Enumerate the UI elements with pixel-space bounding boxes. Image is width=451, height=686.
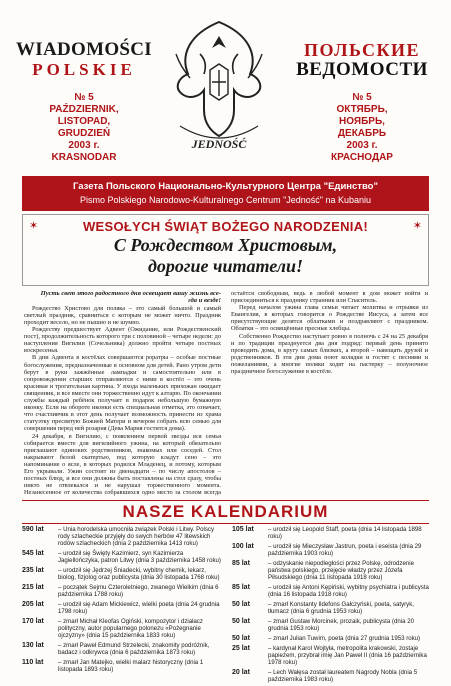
calendar-row: 235 lat – urodził się Jędrzej Śniadecki, wybitny chemik, lekarz, biolog, fizjolog oraz publicysta (dnia 30 listopada 1768 roku) — [22, 567, 220, 581]
calendar-row: 215 lat – początek Sejmu Czteroletniego, zwanego Wielkim (dnia 6 października 1788 roku) — [22, 584, 219, 598]
calendar-row: 100 lat – urodził się Mieczysław Jastrun, poeta i eseista (dnia 29 października 1903 roku) — [232, 543, 422, 557]
article-paragraph: В дни Адвента в костёлах совершаются роратры – особые постные богослужения, предназначенные в основном для детей. Рано утром дети берут в руки зажжённые лампадки и самостоятельно или в сопровождении старших отправляются с ними в костёл – это очень красивая и трогательная картина. У входа маленьких прихожан ожидает священник, и все вместе они торжественно идут к алтарю. По окончании службы каждый ребёнок получает в подарок небольшую бумажную иконку. Если на обороте иконки есть специальная отметка, это означает, что счастливчик в этот день получает возможность принести из храма статуэтку пресвятую Божией Матери и вечером собрать всю семью для совершения перед ней розария (Дева Мария гостится дома). — [24, 354, 221, 433]
greeting-polish: WESOŁYCH ŚWIĄT BOŻEGO NARODZENIA! — [82, 219, 369, 234]
article-paragraph: 24 декабря, в Вигилию, с появлением первой звезды вся семья собирается вместе для вигилийного ужина, на который обязательно приглашают одиноких родственников, знакомых или соседей. Стол накрывают белой скатертью, под которую кладут сено – это напоминание о ясле, в которых родился Младенец, и потому, которым Его укрывали. Ужин состоит из двенадцати – по числу апостолов – постных блюд, и все они должны быть поставлены на стол сразу, чтобы никто не отвлекался и не нарушал торжественного момента. Незанесенное от количества собравшихся одно место за столом всегда остаётся свободным, ведь в любой момент в дом может войти и присоединиться к празднику странник или Спаситель. — [24, 290, 428, 497]
christmas-greeting — [22, 214, 429, 286]
calendar-row: 545 lat – urodził się Święty Kazimierz, syn Kazimierza Jagiellończyka, patron Litwy (dnia 3 października 1458 roku) — [22, 550, 221, 564]
calendar-row: 105 lat – urodził się Leopold Staff, poeta (dnia 14 listopada 1898 roku) — [232, 526, 422, 540]
issue-info-polish: № 5 PAŹDZIERNIK, LISTOPAD, GRUDZIEŃ 2003 r. KRASNODAR — [14, 92, 154, 164]
calendar-row: 50 lat – zmarł Julian Tuwim, poeta (dnia 27 grudnia 1953 roku) — [232, 635, 421, 642]
publisher-banner — [22, 176, 429, 211]
calendar-row: 25 lat – kardynał Karol Wojtyła, metropolita krakowski, zostaje papieżem, przybrał imię Jan Paweł II (dnia 16 października 1978 roku) — [232, 645, 427, 666]
banner-line-polish: Pismo Polskiego Narodowo-Kulturalnego Centrum "Jedność" na Kubaniu — [79, 195, 372, 205]
article-paragraph: Рождество Христово для поляка – это самый большой и самый светлый праздник, сравниться с которым не может ничто. Праздник проходит весело, но не пышно и не шумно. — [24, 304, 221, 326]
masthead-right — [282, 40, 442, 164]
masthead-left — [14, 40, 154, 164]
masthead — [0, 0, 451, 172]
calendar-row: 170 lat – zmarł Michał Kleofas Ogiński, kompozytor i działacz polityczny, autor popularnego polonezu «Pożegnanie ojczyzny» (dnia 15 października 1833 roku) — [22, 618, 203, 639]
issue-info-russian: № 5 ОКТЯБРЬ, НОЯБРЬ, ДЕКАБРЬ 2003 г. КРАСНОДАР — [282, 92, 442, 164]
calendar-title: NASZE KALENDARIUM — [22, 500, 429, 524]
city-russian: КРАСНОДАР — [331, 152, 393, 163]
star-icon: ✶ — [29, 220, 39, 232]
calendar-row: 85 lat – odzyskanie niepodległości przez Polskę, odrodzenie państwa polskiego, przejęcie władzy przez Józefa Piłsudskiego (dnia 11 listopada 1918 roku) — [232, 560, 415, 581]
banner-line-russian: Газета Польского Национально-Культурного Центра "Единство" — [72, 181, 378, 192]
title-russian: ПОЛЬСКИЕ — [303, 40, 421, 60]
article-paragraph: Рождеству предшествует Адвент (Ожидание, или Рождественский пост), продолжительность которого три с половиной – четыре недели: до наступления Вигилии (Сочельника) должно пройти четыре постных воскресенья. — [24, 326, 221, 355]
title-polish: WIADOMOŚCI — [15, 39, 152, 60]
calendar-row: 50 lat – zmarł Konstanty Ildefons Gałczyński, poeta, satyryk, tłumacz (dnia 6 grudnia 1953 roku) — [232, 601, 414, 615]
calendar-row: 590 lat – Unia horodelska umocniła związek Polski i Litwy. Polscy rody szlacheckie przyjęły do swych herbów 47 litewskich rodów szlacheckich (dnia 2 października 1413 roku) — [22, 526, 215, 547]
eagle-emblem-icon — [160, 14, 278, 156]
article-epigraph: Пусть свет этого радостного дня освещает вашу жизнь все- гда и везде! — [40, 290, 221, 305]
calendar-column-left — [22, 526, 222, 676]
emblem-motto: JEDNOŚĆ — [191, 137, 247, 151]
calendar-row: 110 lat – zmarł Jan Matejko, wielki malarz historyczny (dnia 1 listopada 1893 roku) — [22, 659, 204, 673]
greeting-russian-1: С Рождеством Христовым, — [113, 235, 338, 255]
subtitle-russian: ВЕДОМОСТИ — [296, 59, 428, 80]
calendar-row: 50 lat – zmarł Gustaw Morcinek, prozaik, publicysta (dnia 20 grudnia 1953 roku) — [232, 618, 414, 632]
greeting-russian-2: дорогие читатели! — [147, 256, 304, 276]
star-icon: ✶ — [412, 220, 422, 232]
calendar-row: 130 lat – zmarł Paweł Edmund Strzelecki, znakomity podróżnik, badacz i odkrywca (dnia 6 października 1873 roku) — [22, 642, 210, 656]
calendar-column-right — [232, 526, 432, 686]
article-paragraph: Собственно Рождество наступает ровно в полночь с 24 на 25 декабря и по традиции празднуется два дня подряд: первый день принято проводить дома, в кругу самых близких, а второй – навещать друзей и родственников. В эти дни дома поют колядки и гостят с песнями и пожеланиями, а многие поляки ходят на пастерку – полуночное праздничное богослужение в костёле. — [231, 332, 428, 376]
subtitle-polish: POLSKIE — [32, 60, 136, 79]
christmas-article — [24, 290, 428, 498]
calendar-row: 205 lat – urodził się Adam Mickiewicz, wielki poeta (dnia 24 grudnia 1798 roku) — [22, 601, 220, 615]
article-paragraph: Перед началом ужина глава семьи читает молитвы и отрывки из Евангелия, в которых говорится о Рождестве Иисуса, а затем все присутствующие делятся облатками и поздравляют с праздником. Облатки – это освящённые пресные хлебцы. — [231, 304, 428, 333]
calendar-row: 20 lat – Lech Wałęsa został laureatem Nagrody Nobla (dnia 5 października 1983 roku) — [232, 669, 418, 683]
calendar-row: 85 lat – urodził się Antoni Kępiński, wybitny psychiatra i publicysta (dnia 16 listopada 1918 roku) — [232, 584, 429, 598]
city-polish: KRASNODAR — [51, 152, 117, 163]
